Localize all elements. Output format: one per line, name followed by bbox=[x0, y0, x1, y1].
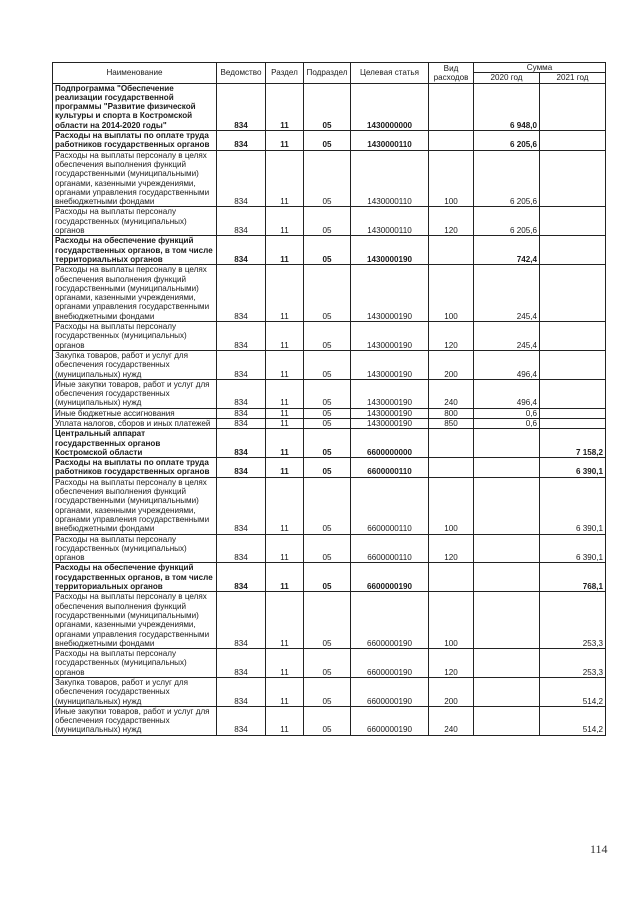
row-sum-2021-cell bbox=[540, 379, 606, 408]
row-target-article-cell: 1430000190 bbox=[351, 350, 429, 379]
row-sum-2020-cell: 0,6 bbox=[474, 408, 540, 418]
table-row bbox=[53, 563, 606, 592]
row-podrazdel-cell: 05 bbox=[304, 408, 351, 418]
row-podrazdel-cell: 05 bbox=[304, 429, 351, 458]
row-name-cell: Расходы на обеспечение функций государственных органов, в том числе территориальных органов bbox=[53, 236, 217, 265]
row-expense-type-cell: 800 bbox=[429, 408, 474, 418]
row-name-cell: Расходы на выплаты персоналу в целях обеспечения выполнения функций государственными (муниципальными) органами, казенными учреждениями, органами управления государственными внебюджетными фондами bbox=[53, 477, 217, 534]
row-expense-type-cell: 100 bbox=[429, 477, 474, 534]
table-row bbox=[53, 236, 606, 265]
row-sum-2021-cell bbox=[540, 350, 606, 379]
row-expense-type-cell bbox=[429, 236, 474, 265]
row-podrazdel-cell: 05 bbox=[304, 563, 351, 592]
header-podrazdel: Подраздел bbox=[304, 63, 351, 84]
row-name-cell: Иные закупки товаров, работ и услуг для обеспечения государственных (муниципальных) нужд bbox=[53, 379, 217, 408]
row-sum-2021-cell: 6 390,1 bbox=[540, 477, 606, 534]
row-name-cell: Расходы на выплаты по оплате труда работников государственных органов bbox=[53, 458, 217, 478]
row-vedomstvo-cell: 834 bbox=[217, 592, 266, 649]
header-year-2021: 2021 год bbox=[540, 73, 606, 83]
row-podrazdel-cell: 05 bbox=[304, 379, 351, 408]
row-target-article-cell: 6600000190 bbox=[351, 678, 429, 707]
table-row bbox=[53, 678, 606, 707]
row-vedomstvo-cell: 834 bbox=[217, 350, 266, 379]
header-year-2020: 2020 год bbox=[474, 73, 540, 83]
row-sum-2020-cell: 0,6 bbox=[474, 418, 540, 428]
row-razdel-cell: 11 bbox=[266, 429, 304, 458]
row-target-article-cell: 6600000190 bbox=[351, 706, 429, 735]
row-target-article-cell: 6600000110 bbox=[351, 458, 429, 478]
row-podrazdel-cell: 05 bbox=[304, 534, 351, 563]
row-target-article-cell: 6600000190 bbox=[351, 563, 429, 592]
row-podrazdel-cell: 05 bbox=[304, 83, 351, 130]
budget-table bbox=[52, 62, 606, 736]
row-name-cell: Расходы на выплаты персоналу в целях обеспечения выполнения функций государственными (муниципальными) органами, казенными учреждениями, органами управления государственными внебюджетными фондами bbox=[53, 592, 217, 649]
row-name-cell: Уплата налогов, сборов и иных платежей bbox=[53, 418, 217, 428]
row-sum-2020-cell: 6 948,0 bbox=[474, 83, 540, 130]
row-sum-2020-cell bbox=[474, 477, 540, 534]
row-razdel-cell: 11 bbox=[266, 678, 304, 707]
row-razdel-cell: 11 bbox=[266, 563, 304, 592]
row-vedomstvo-cell: 834 bbox=[217, 408, 266, 418]
row-sum-2021-cell bbox=[540, 418, 606, 428]
row-target-article-cell: 1430000190 bbox=[351, 418, 429, 428]
row-name-cell: Расходы на выплаты персоналу государственных (муниципальных) органов bbox=[53, 649, 217, 678]
row-razdel-cell: 11 bbox=[266, 265, 304, 322]
row-expense-type-cell bbox=[429, 83, 474, 130]
row-name-cell: Расходы на выплаты персоналу государственных (муниципальных) органов bbox=[53, 207, 217, 236]
row-podrazdel-cell: 05 bbox=[304, 418, 351, 428]
row-name-cell: Расходы на выплаты персоналу в целях обеспечения выполнения функций государственными (муниципальными) органами, казенными учреждениями, органами управления государственными внебюджетными фондами bbox=[53, 265, 217, 322]
header-summa: Сумма bbox=[474, 63, 606, 73]
row-sum-2021-cell bbox=[540, 322, 606, 351]
row-podrazdel-cell: 05 bbox=[304, 350, 351, 379]
row-target-article-cell: 1430000110 bbox=[351, 150, 429, 207]
row-sum-2020-cell: 496,4 bbox=[474, 350, 540, 379]
row-podrazdel-cell: 05 bbox=[304, 458, 351, 478]
table-row bbox=[53, 458, 606, 478]
row-vedomstvo-cell: 834 bbox=[217, 131, 266, 151]
row-razdel-cell: 11 bbox=[266, 150, 304, 207]
row-razdel-cell: 11 bbox=[266, 322, 304, 351]
row-sum-2021-cell: 514,2 bbox=[540, 678, 606, 707]
row-vedomstvo-cell: 834 bbox=[217, 477, 266, 534]
row-name-cell: Расходы на выплаты персоналу государственных (муниципальных) органов bbox=[53, 534, 217, 563]
row-name-cell: Закупка товаров, работ и услуг для обеспечения государственных (муниципальных) нужд bbox=[53, 350, 217, 379]
row-expense-type-cell: 240 bbox=[429, 379, 474, 408]
row-razdel-cell: 11 bbox=[266, 592, 304, 649]
row-podrazdel-cell: 05 bbox=[304, 678, 351, 707]
row-target-article-cell: 1430000190 bbox=[351, 408, 429, 418]
row-expense-type-cell: 100 bbox=[429, 592, 474, 649]
header-target-article: Целевая статья bbox=[351, 63, 429, 84]
table-row bbox=[53, 350, 606, 379]
table-row bbox=[53, 379, 606, 408]
row-vedomstvo-cell: 834 bbox=[217, 429, 266, 458]
row-razdel-cell: 11 bbox=[266, 379, 304, 408]
page-number: 114 bbox=[590, 842, 608, 856]
row-sum-2021-cell: 514,2 bbox=[540, 706, 606, 735]
row-expense-type-cell: 120 bbox=[429, 322, 474, 351]
table-body bbox=[53, 83, 606, 735]
row-podrazdel-cell: 05 bbox=[304, 207, 351, 236]
table-row bbox=[53, 207, 606, 236]
row-sum-2021-cell: 6 390,1 bbox=[540, 458, 606, 478]
row-sum-2020-cell: 6 205,6 bbox=[474, 150, 540, 207]
row-razdel-cell: 11 bbox=[266, 350, 304, 379]
row-target-article-cell: 1430000110 bbox=[351, 131, 429, 151]
row-target-article-cell: 1430000110 bbox=[351, 207, 429, 236]
row-vedomstvo-cell: 834 bbox=[217, 207, 266, 236]
row-target-article-cell: 6600000110 bbox=[351, 534, 429, 563]
row-sum-2020-cell bbox=[474, 678, 540, 707]
row-name-cell: Подпрограмма "Обеспечение реализации государственной программы "Развитие физической культуры и спорта в Костромской области на 2014-2020 годы" bbox=[53, 83, 217, 130]
row-vedomstvo-cell: 834 bbox=[217, 379, 266, 408]
row-target-article-cell: 6600000190 bbox=[351, 649, 429, 678]
row-sum-2020-cell bbox=[474, 429, 540, 458]
row-razdel-cell: 11 bbox=[266, 408, 304, 418]
row-sum-2021-cell bbox=[540, 408, 606, 418]
row-expense-type-cell bbox=[429, 458, 474, 478]
row-podrazdel-cell: 05 bbox=[304, 322, 351, 351]
row-target-article-cell: 6600000190 bbox=[351, 592, 429, 649]
row-target-article-cell: 1430000190 bbox=[351, 265, 429, 322]
row-vedomstvo-cell: 834 bbox=[217, 706, 266, 735]
row-sum-2021-cell bbox=[540, 150, 606, 207]
header-name: Наименование bbox=[53, 63, 217, 84]
row-sum-2021-cell: 6 390,1 bbox=[540, 534, 606, 563]
row-podrazdel-cell: 05 bbox=[304, 131, 351, 151]
table-row bbox=[53, 534, 606, 563]
row-expense-type-cell bbox=[429, 429, 474, 458]
header-expense-type: Вид расходов bbox=[429, 63, 474, 84]
row-sum-2020-cell: 6 205,6 bbox=[474, 207, 540, 236]
table-row bbox=[53, 706, 606, 735]
row-sum-2020-cell: 245,4 bbox=[474, 322, 540, 351]
row-sum-2020-cell: 6 205,6 bbox=[474, 131, 540, 151]
row-razdel-cell: 11 bbox=[266, 207, 304, 236]
row-expense-type-cell: 200 bbox=[429, 678, 474, 707]
row-razdel-cell: 11 bbox=[266, 706, 304, 735]
row-expense-type-cell: 850 bbox=[429, 418, 474, 428]
row-podrazdel-cell: 05 bbox=[304, 150, 351, 207]
header-row bbox=[53, 63, 606, 73]
row-vedomstvo-cell: 834 bbox=[217, 649, 266, 678]
row-sum-2020-cell bbox=[474, 592, 540, 649]
row-name-cell: Центральный аппарат государственных органов Костромской области bbox=[53, 429, 217, 458]
row-sum-2020-cell bbox=[474, 458, 540, 478]
row-sum-2020-cell bbox=[474, 563, 540, 592]
row-sum-2020-cell: 742,4 bbox=[474, 236, 540, 265]
row-razdel-cell: 11 bbox=[266, 418, 304, 428]
table-row bbox=[53, 322, 606, 351]
table-row bbox=[53, 408, 606, 418]
row-vedomstvo-cell: 834 bbox=[217, 563, 266, 592]
table-row bbox=[53, 150, 606, 207]
row-name-cell: Иные закупки товаров, работ и услуг для обеспечения государственных (муниципальных) нужд bbox=[53, 706, 217, 735]
row-name-cell: Иные бюджетные ассигнования bbox=[53, 408, 217, 418]
row-sum-2021-cell: 253,3 bbox=[540, 592, 606, 649]
header-vedomstvo: Ведомство bbox=[217, 63, 266, 84]
row-target-article-cell: 1430000190 bbox=[351, 236, 429, 265]
row-razdel-cell: 11 bbox=[266, 649, 304, 678]
row-target-article-cell: 1430000190 bbox=[351, 322, 429, 351]
row-razdel-cell: 11 bbox=[266, 458, 304, 478]
row-sum-2021-cell bbox=[540, 131, 606, 151]
row-vedomstvo-cell: 834 bbox=[217, 83, 266, 130]
row-expense-type-cell: 100 bbox=[429, 150, 474, 207]
row-razdel-cell: 11 bbox=[266, 477, 304, 534]
row-vedomstvo-cell: 834 bbox=[217, 150, 266, 207]
row-vedomstvo-cell: 834 bbox=[217, 265, 266, 322]
row-target-article-cell: 6600000110 bbox=[351, 477, 429, 534]
row-sum-2020-cell: 496,4 bbox=[474, 379, 540, 408]
row-expense-type-cell bbox=[429, 131, 474, 151]
table-row bbox=[53, 592, 606, 649]
row-sum-2020-cell: 245,4 bbox=[474, 265, 540, 322]
header-razdel: Раздел bbox=[266, 63, 304, 84]
row-vedomstvo-cell: 834 bbox=[217, 236, 266, 265]
row-name-cell: Расходы на выплаты персоналу государственных (муниципальных) органов bbox=[53, 322, 217, 351]
row-razdel-cell: 11 bbox=[266, 236, 304, 265]
row-sum-2021-cell bbox=[540, 83, 606, 130]
table-row bbox=[53, 418, 606, 428]
table-row bbox=[53, 131, 606, 151]
row-expense-type-cell: 120 bbox=[429, 534, 474, 563]
table-row bbox=[53, 477, 606, 534]
row-sum-2021-cell: 768,1 bbox=[540, 563, 606, 592]
row-podrazdel-cell: 05 bbox=[304, 236, 351, 265]
row-podrazdel-cell: 05 bbox=[304, 649, 351, 678]
row-podrazdel-cell: 05 bbox=[304, 706, 351, 735]
row-sum-2020-cell bbox=[474, 649, 540, 678]
table-row bbox=[53, 649, 606, 678]
row-sum-2021-cell bbox=[540, 265, 606, 322]
row-razdel-cell: 11 bbox=[266, 131, 304, 151]
row-razdel-cell: 11 bbox=[266, 534, 304, 563]
row-expense-type-cell: 100 bbox=[429, 265, 474, 322]
row-name-cell: Расходы на обеспечение функций государственных органов, в том числе территориальных органов bbox=[53, 563, 217, 592]
table-row bbox=[53, 265, 606, 322]
row-sum-2021-cell bbox=[540, 207, 606, 236]
row-expense-type-cell: 120 bbox=[429, 207, 474, 236]
row-target-article-cell: 1430000000 bbox=[351, 83, 429, 130]
row-sum-2020-cell bbox=[474, 706, 540, 735]
row-sum-2021-cell: 7 158,2 bbox=[540, 429, 606, 458]
row-vedomstvo-cell: 834 bbox=[217, 418, 266, 428]
row-name-cell: Закупка товаров, работ и услуг для обеспечения государственных (муниципальных) нужд bbox=[53, 678, 217, 707]
row-expense-type-cell: 240 bbox=[429, 706, 474, 735]
row-sum-2021-cell bbox=[540, 236, 606, 265]
row-vedomstvo-cell: 834 bbox=[217, 458, 266, 478]
row-sum-2021-cell: 253,3 bbox=[540, 649, 606, 678]
row-vedomstvo-cell: 834 bbox=[217, 678, 266, 707]
row-expense-type-cell: 120 bbox=[429, 649, 474, 678]
row-sum-2020-cell bbox=[474, 534, 540, 563]
row-podrazdel-cell: 05 bbox=[304, 477, 351, 534]
row-vedomstvo-cell: 834 bbox=[217, 322, 266, 351]
row-razdel-cell: 11 bbox=[266, 83, 304, 130]
row-podrazdel-cell: 05 bbox=[304, 265, 351, 322]
row-name-cell: Расходы на выплаты по оплате труда работников государственных органов bbox=[53, 131, 217, 151]
row-vedomstvo-cell: 834 bbox=[217, 534, 266, 563]
table-row bbox=[53, 429, 606, 458]
row-expense-type-cell: 200 bbox=[429, 350, 474, 379]
row-podrazdel-cell: 05 bbox=[304, 592, 351, 649]
row-target-article-cell: 1430000190 bbox=[351, 379, 429, 408]
budget-table-container bbox=[52, 62, 606, 736]
row-name-cell: Расходы на выплаты персоналу в целях обеспечения выполнения функций государственными (муниципальными) органами, казенными учреждениями, органами управления государственными внебюджетными фондами bbox=[53, 150, 217, 207]
table-row bbox=[53, 83, 606, 130]
row-expense-type-cell bbox=[429, 563, 474, 592]
row-target-article-cell: 6600000000 bbox=[351, 429, 429, 458]
